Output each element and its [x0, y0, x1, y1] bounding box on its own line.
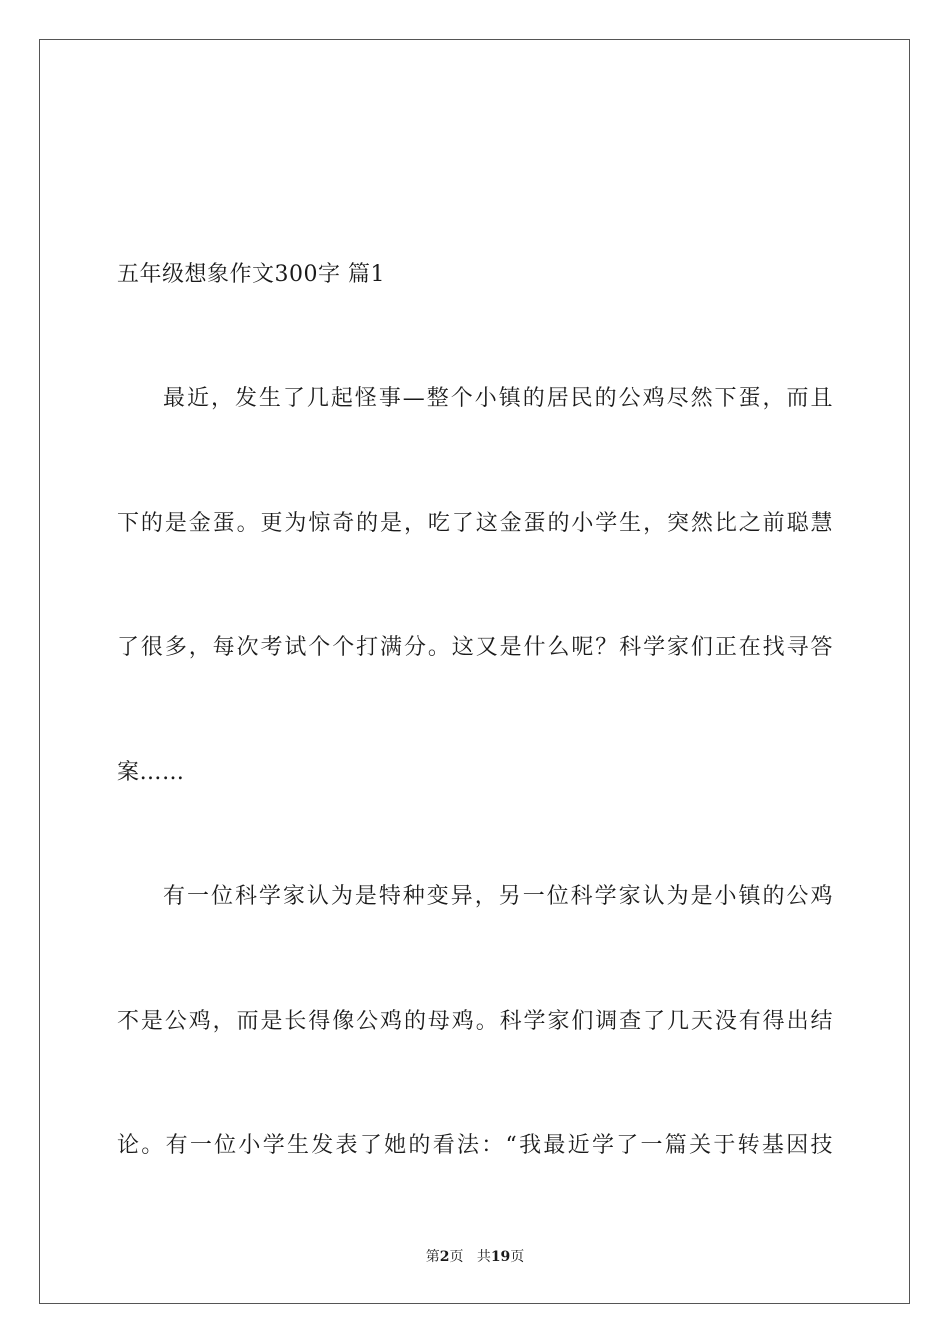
paragraph-line: 不是公鸡，而是长得像公鸡的母鸡。科学家们调查了几天没有得出结 — [117, 1009, 833, 1034]
total-pages-number: 19 — [490, 1249, 511, 1265]
paragraph-line: 了很多，每次考试个个打满分。这又是什么呢？科学家们正在找寻答 — [117, 635, 833, 660]
footer-prefix: 第 — [425, 1249, 440, 1265]
paragraph-line: 案…… — [117, 760, 185, 785]
paragraph-line: 下的是金蛋。更为惊奇的是，吃了这金蛋的小学生，突然比之前聪慧 — [117, 511, 833, 536]
footer-total-suffix: 页 — [510, 1249, 525, 1265]
current-page-number: 2 — [439, 1249, 450, 1265]
document-title: 五年级想象作文300字 篇1 — [117, 262, 385, 287]
paragraph-line: 论。有一位小学生发表了她的看法：“我最近学了一篇关于转基因技 — [117, 1133, 833, 1158]
footer-total-prefix: 共 — [476, 1249, 491, 1265]
footer-page-suffix: 页 — [449, 1249, 464, 1265]
paragraph-line: 最近，发生了几起怪事—整个小镇的居民的公鸡尽然下蛋，而且 — [163, 386, 833, 411]
page-border — [39, 39, 910, 1304]
paragraph-line: 有一位科学家认为是特种变异，另一位科学家认为是小镇的公鸡 — [163, 884, 833, 909]
page-footer — [0, 1248, 950, 1266]
